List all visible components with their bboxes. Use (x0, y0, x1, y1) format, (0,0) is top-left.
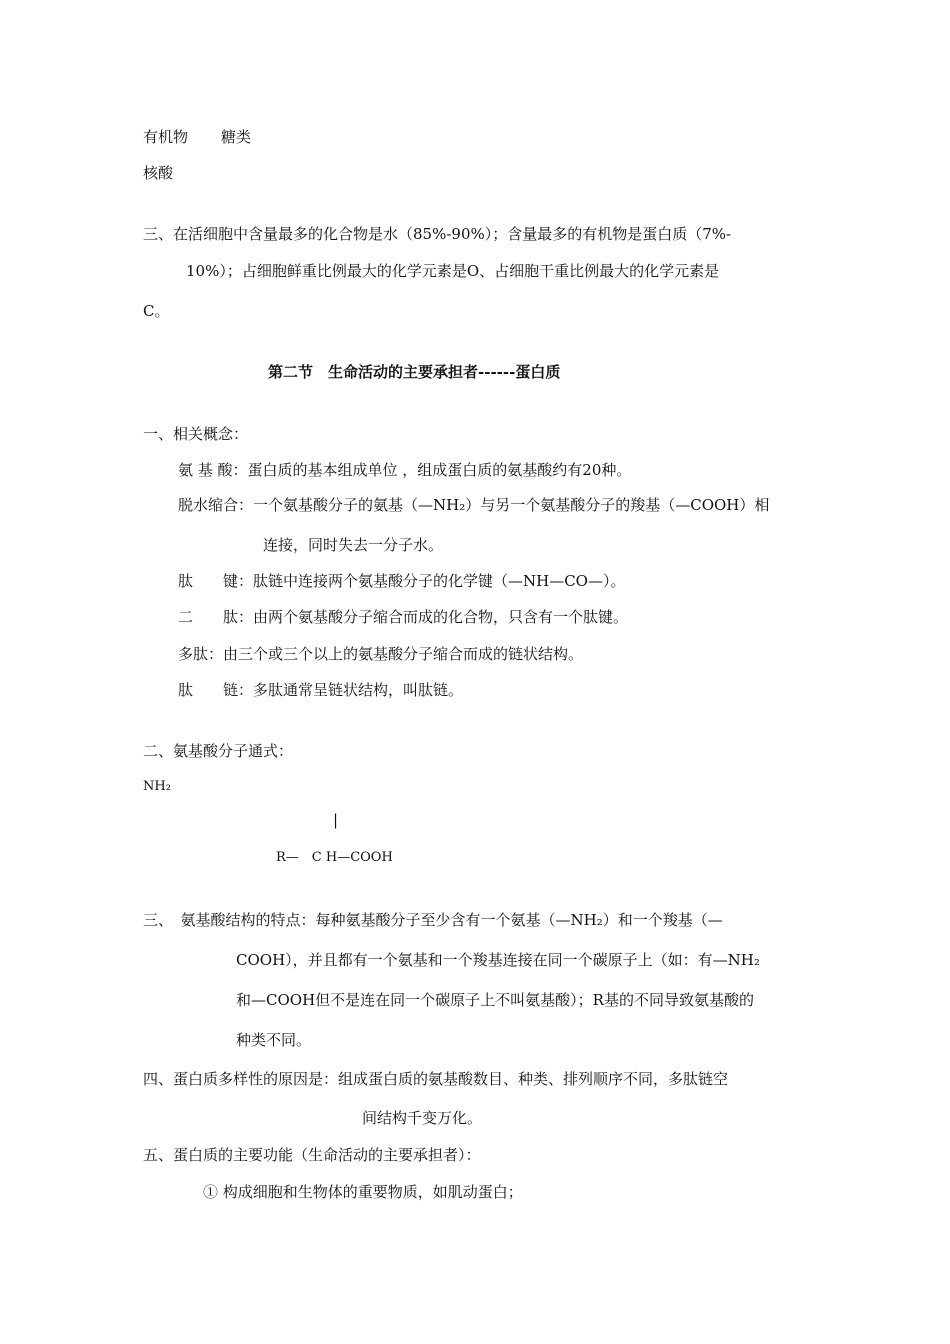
section-heading: 第二节 生命活动的主要承担者------蛋白质 (268, 363, 561, 381)
functions-title: 五、蛋白质的主要功能（生命活动的主要承担者）： (143, 1146, 481, 1164)
sugar-label: 糖类 (221, 128, 252, 146)
formula-bond-bar: | (333, 811, 339, 829)
nucleic-acid-label: 核酸 (143, 164, 174, 182)
section-three-line-2: 10%）；占细胞鲜重比例最大的化学元素是O、占细胞干重比例最大的化学元素是 (186, 262, 720, 280)
diversity-line-1: 四、蛋白质多样性的原因是：组成蛋白质的氨基酸数目、种类、排列顺序不同，多肽链空 (143, 1070, 729, 1088)
concepts-title: 一、相关概念： (143, 425, 249, 443)
formula-nh2: NH₂ (143, 779, 171, 794)
concept-amino-acid: 氨 基 酸：蛋白质的基本组成单位 ，组成蛋白质的氨基酸约有20种。 (178, 461, 632, 479)
features-line-2: COOH），并且都有一个氨基和一个羧基连接在同一个碳原子上（如：有—NH₂ (236, 951, 760, 969)
concept-dipeptide: 二 肽：由两个氨基酸分子缩合而成的化合物，只含有一个肽键。 (178, 608, 629, 626)
features-line-4: 种类不同。 (236, 1031, 312, 1049)
features-line-1: 三、 氨基酸结构的特点：每种氨基酸分子至少含有一个氨基（—NH₂）和一个羧基（— (143, 911, 723, 929)
section-three-line-3: C。 (143, 302, 170, 320)
function-item-1: ① 构成细胞和生物体的重要物质，如肌动蛋白； (203, 1183, 523, 1201)
section-three-line-1: 三、在活细胞中含量最多的化合物是水（85%-90%）；含量最多的有机物是蛋白质（7%- (143, 225, 732, 243)
concept-polypeptide: 多肽：由三个或三个以上的氨基酸分子缩合而成的链状结构。 (178, 645, 584, 663)
features-line-3: 和—COOH但不是连在同一个碳原子上不叫氨基酸）；R基的不同导致氨基酸的 (236, 991, 754, 1009)
formula-main: R— C H—COOH (276, 850, 393, 865)
concept-peptide-chain: 肽 链：多肽通常呈链状结构，叫肽链。 (178, 681, 464, 699)
concept-dehydration-line-2: 连接，同时失去一分子水。 (263, 536, 444, 554)
diversity-line-2: 间结构千变万化。 (362, 1109, 483, 1127)
concept-dehydration-line-1: 脱水缩合：一个氨基酸分子的氨基（—NH₂）与另一个氨基酸分子的羧基（—COOH）相 (178, 496, 770, 514)
concept-peptide-bond: 肽 键：肽链中连接两个氨基酸分子的化学键（—NH—CO—）。 (178, 572, 626, 590)
formula-title: 二、氨基酸分子通式： (143, 742, 294, 760)
organic-label: 有机物 (143, 128, 189, 146)
